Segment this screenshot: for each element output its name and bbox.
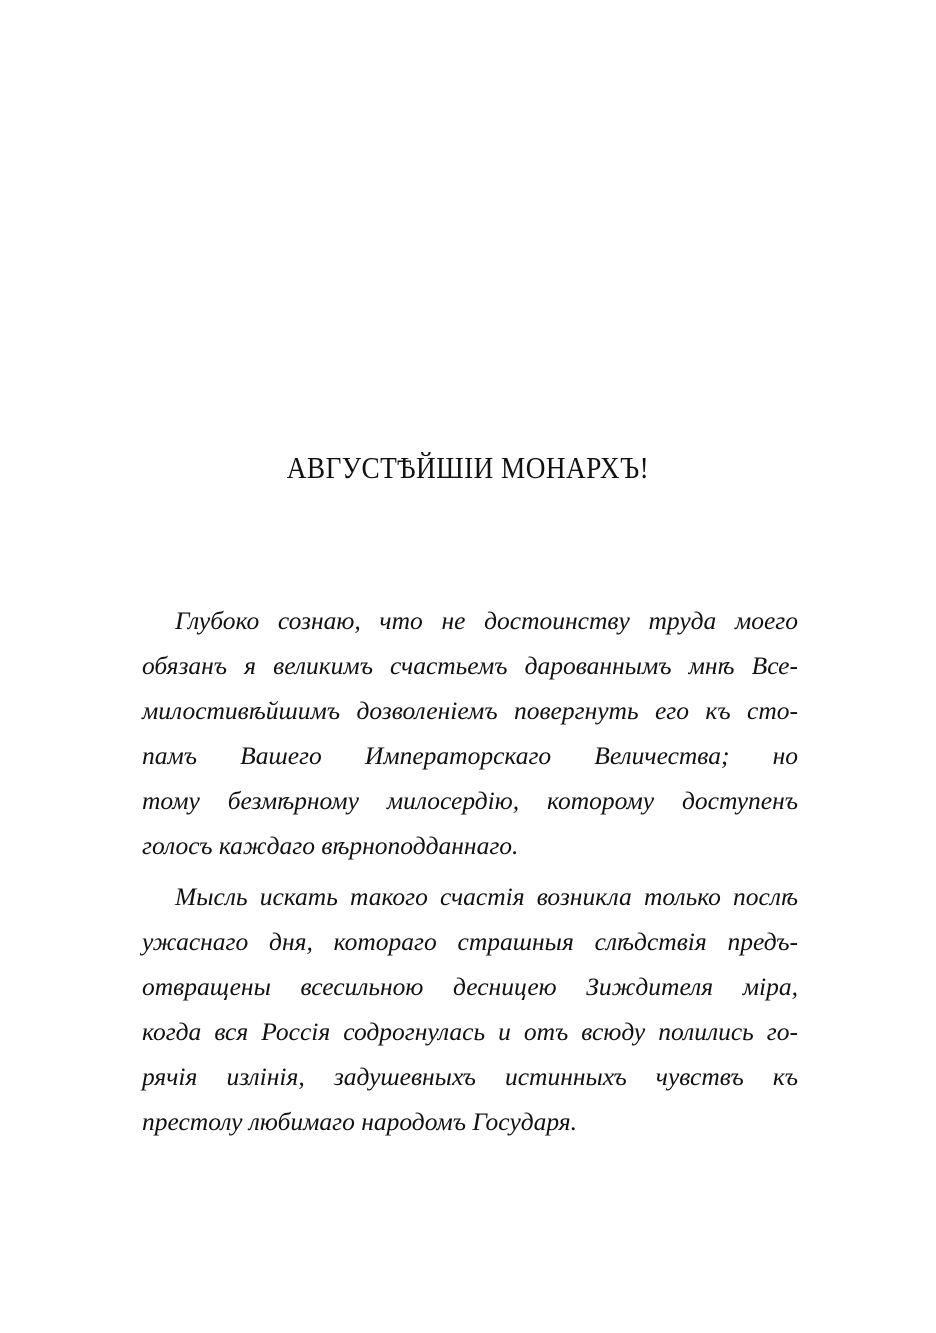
paragraph-1 <box>142 598 798 868</box>
paragraph-line: голосъ каждаго вѣрноподданнаго. <box>142 831 519 860</box>
paragraph-line: когда вся Россія содрогнулась и отъ всюду полились го- <box>142 1017 798 1046</box>
dedication-heading: АВГУСТѢЙШІИ МОНАРХЪ! <box>286 450 650 485</box>
paragraph-line: памъ Вашего Императорскаго Величества; но <box>142 741 798 770</box>
paragraph-2 <box>142 874 798 1144</box>
paragraph-line: Глубоко сознаю, что не достоинству труда моего <box>175 606 798 635</box>
paragraph-line: тому безмѣрному милосердію, которому доступенъ <box>142 786 798 815</box>
paragraph-line: обязанъ я великимъ счастьемъ дарованнымъ мнѣ Все- <box>142 651 798 680</box>
paragraph-line: рячія излінія, задушевныхъ истинныхъ чувствъ къ <box>142 1062 798 1091</box>
paragraph-line: ужаснаго дня, котораго страшныя слѣдствія предъ- <box>142 927 798 956</box>
paragraph-line: престолу любимаго народомъ Государя. <box>142 1107 577 1136</box>
paragraph-line: отвращены всесильною десницею Зиждителя міра, <box>142 972 798 1001</box>
dedication-text <box>142 598 798 1144</box>
paragraph-line: Мысль искать такого счастія возникла только послѣ <box>175 882 798 911</box>
paragraph-line: милостивѣйшимъ дозволеніемъ повергнуть его къ сто- <box>142 696 798 725</box>
